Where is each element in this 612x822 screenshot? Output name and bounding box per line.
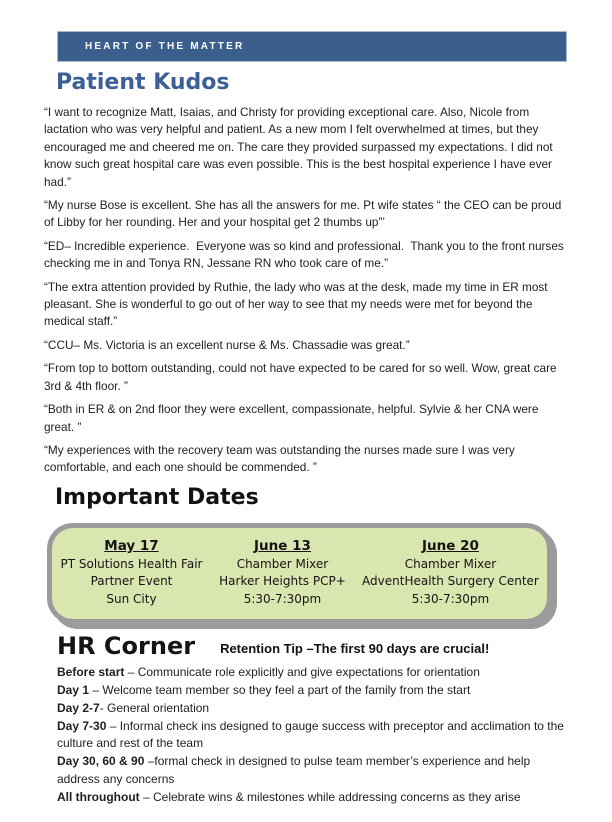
hr-item-day-30-60-90: [57, 753, 572, 789]
hr-item-before-start: [57, 664, 572, 682]
hr-item-lead: Day 30, 60 & 90: [57, 754, 145, 769]
kudos-quote: “Both in ER & on 2nd floor they were excellent, compassionate, helpful. Sylvie & her CNA were great. ”: [44, 402, 542, 434]
hr-item-all-throughout: [57, 789, 572, 807]
hr-item-text: – Celebrate wins & milestones while addressing concerns as they arise: [139, 789, 521, 804]
kudos-quote: “ED– Incredible experience. Everyone was so kind and professional. Thank you to the front nurses checking me in and Tonya RN, Jessane RN who took care of me.”: [44, 238, 568, 271]
event-date: May 17: [104, 537, 159, 554]
kudos-quote: “CCU– Ms. Victoria is an excellent nurse & Ms. Chassadie was great.”: [44, 337, 410, 352]
hr-corner-heading: HR Corner: [57, 632, 196, 661]
hr-item-lead: Day 2-7: [57, 700, 100, 715]
important-dates-box: [47, 523, 552, 625]
masthead-banner: [57, 31, 567, 62]
hr-item-text: - General orientation: [99, 700, 210, 715]
kudos-quote: “I want to recognize Matt, Isaias, and Christy for providing exceptional care. Also, Nicole from lactation who was very helpful and patient. As a new mom I felt overwhelmed at times, but they encouraged me and cheered me on. The care they provided surpassed my expectations. I did not know such great hospital care was even possible. This is the best hospital experience I have ever had.”: [44, 105, 556, 189]
patient-kudos-heading: Patient Kudos: [56, 70, 230, 95]
event-detail: AdventHealth Surgery Center: [362, 574, 539, 589]
kudos-quote: “My nurse Bose is excellent. She has all the answers for me. Pt wife states “ the CEO can be proud of Libby for her rounding. Her and your hospital get 2 thumbs up”’: [44, 198, 565, 230]
event-detail: Chamber Mixer: [236, 556, 329, 571]
event-june-20: [358, 537, 543, 609]
hr-item-lead: All throughout: [57, 789, 140, 804]
event-date: June 13: [254, 537, 311, 554]
event-detail: 5:30-7:30pm: [243, 591, 322, 606]
hr-item-text: –formal check in designed to pulse team member’s experience and help address any concerns: [57, 754, 531, 786]
event-date: June 20: [422, 537, 479, 554]
hr-item-text: – Welcome team member so they feel a part of the family from the start: [89, 683, 471, 698]
hr-item-lead: Day 7-30: [57, 718, 107, 733]
hr-item-lead: Day 1: [57, 683, 90, 698]
event-detail: Harker Heights PCP+: [219, 574, 346, 589]
event-june-13: [207, 537, 358, 609]
hr-item-text: – Communicate role explicitly and give expectations for orientation: [124, 665, 480, 680]
hr-item-day-2-7: [57, 700, 572, 718]
event-detail: Chamber Mixer: [404, 556, 497, 571]
event-detail: 5:30-7:30pm: [411, 591, 490, 606]
retention-tip: Retention Tip –The first 90 days are crucial!: [220, 641, 490, 657]
hr-corner-list: [57, 664, 572, 806]
hr-corner-header: [57, 633, 612, 659]
kudos-quote: “The extra attention provided by Ruthie, the lady who was at the desk, made my time in ER most pleasant. She is wonderful to go out of her way to see that my needs were met for beyond the medical staff.”: [44, 279, 551, 329]
masthead-title: HEART OF THE MATTER: [85, 41, 245, 52]
kudos-quote: “From top to bottom outstanding, could not have expected to be cared for so well. Wow, great care 3rd & 4th floor. ”: [44, 361, 560, 393]
event-detail: PT Solutions Health Fair: [60, 556, 203, 571]
event-detail: Partner Event: [90, 574, 173, 589]
event-detail: Sun City: [106, 591, 157, 606]
newsletter-page: [0, 31, 612, 822]
patient-kudos-section: [44, 104, 570, 477]
kudos-quote: “My experiences with the recovery team was outstanding the nurses made sure I was very comfortable, and each one should be commended. ”: [44, 442, 519, 475]
hr-item-text: – Informal check ins designed to gauge success with preceptor and acclimation to the culture and rest of the team: [57, 718, 564, 751]
important-dates-heading: Important Dates: [55, 484, 259, 510]
hr-item-day-1: [57, 682, 572, 700]
event-may-17: [56, 537, 207, 609]
hr-item-day-7-30: [57, 718, 572, 754]
hr-item-lead: Before start: [57, 665, 125, 680]
